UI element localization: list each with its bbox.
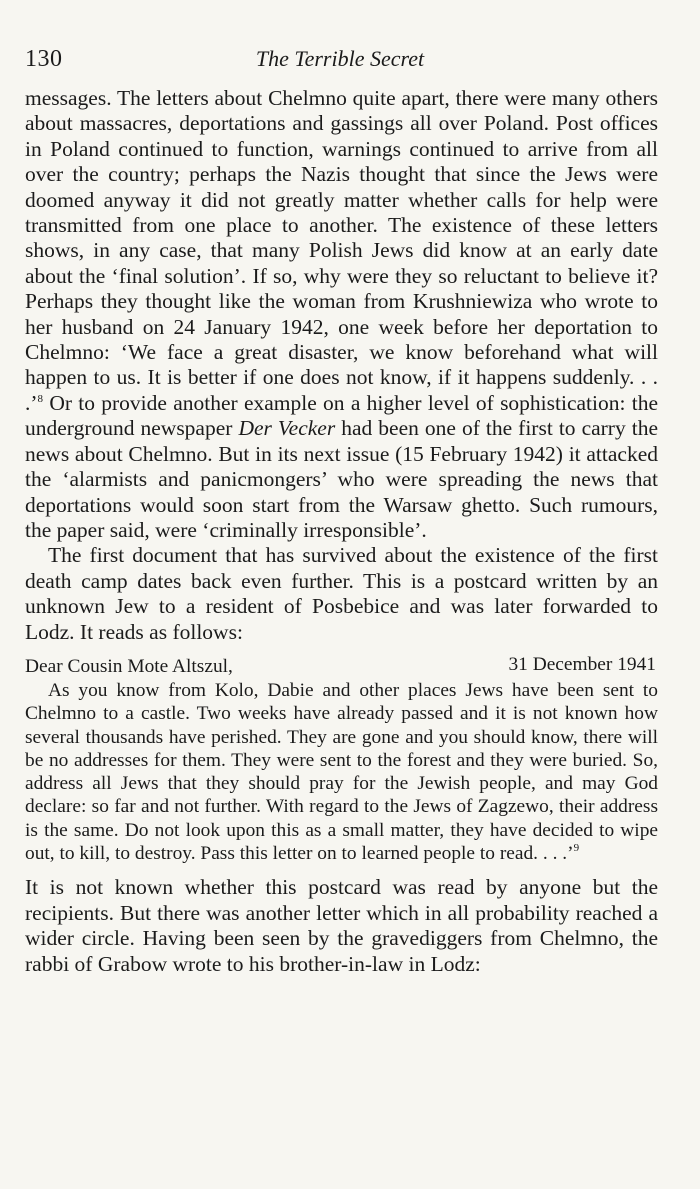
paragraph-continuation: [25, 86, 658, 543]
footnote-marker: 8: [37, 392, 44, 405]
newspaper-title: Der Vecker: [238, 416, 336, 441]
letter-text: As you know from Kolo, Dabie and other places Jews have been sent to Chelmno to a castle. Two weeks have already passed and it is not known how several thousands have perished. They are gone and you should know, there will be no addresses for them. They were sent to the forest and they were buried. So, address all Jews that they should pray for the Jewish people, and may God declare: so far and not further. With regard to the Jews of Zagzewo, their address is the same. Do not look upon this as a small matter, they have decided to wipe out, to kill, to destroy. Pass this letter on to learned people to read. . . .’: [25, 679, 658, 865]
running-head: The Terrible Secret: [255, 46, 425, 71]
paragraph: The first document that has survived about the existence of the first death camp dates back even further. This is a postcard written by an unknown Jew to a resident of Posbebice and was later forwarded to Lodz. It reads as follows:: [25, 543, 658, 644]
paragraph-text: messages. The letters about Chelmno quite apart, there were many others about massacres, deportations and gassings all over Poland. Post offices in Poland continued to function, warnings continued to arrive from all over the country; perhaps the Nazis thought that since the Jews were doomed anyway it did not greatly matter whether calls for help were transmitted from one place to another. The existence of these letters shows, in any case, that many Polish Jews did know at an early date about the ‘final solution’. If so, why were they so reluctant to believe it? Perhaps they thought like the woman from Krushniewiza who wrote to her husband on 24 January 1942, one week before her deportation to Chelmno: ‘We face a great disaster, we know beforehand what will happen to us. It is better if one does not know, if it happens suddenly. . . .’: [25, 86, 658, 415]
page-number: 130: [25, 46, 63, 72]
letter-date: 31 December 1941: [508, 653, 656, 675]
paragraph-text: had been one of the first to carry the news about Chelmno. But in its next issue (15 February 1942) it attacked the ‘alarmists and panicmongers’ who were spreading the news that deportations would soon start from the Warsaw ghetto. Such rumours, the paper said, were ‘criminally irresponsible’.: [25, 416, 659, 542]
page-header: [25, 46, 655, 76]
letter-salutation: Dear Cousin Mote Altszul,: [25, 655, 233, 677]
letter-body: [25, 679, 658, 865]
paragraph-text: Or to provide another example on a higher level of sophistication: the underground newspaper: [25, 390, 659, 441]
quoted-letter: [25, 653, 658, 865]
footnote-marker: 9: [573, 842, 580, 855]
paragraph: It is not known whether this postcard was read by anyone but the recipients. But there was another letter which in all probability reached a wider circle. Having been seen by the gravediggers from Chelmno, the rabbi of Grabow wrote to his brother-in-law in Lodz:: [25, 875, 658, 976]
body-text: [25, 86, 658, 977]
